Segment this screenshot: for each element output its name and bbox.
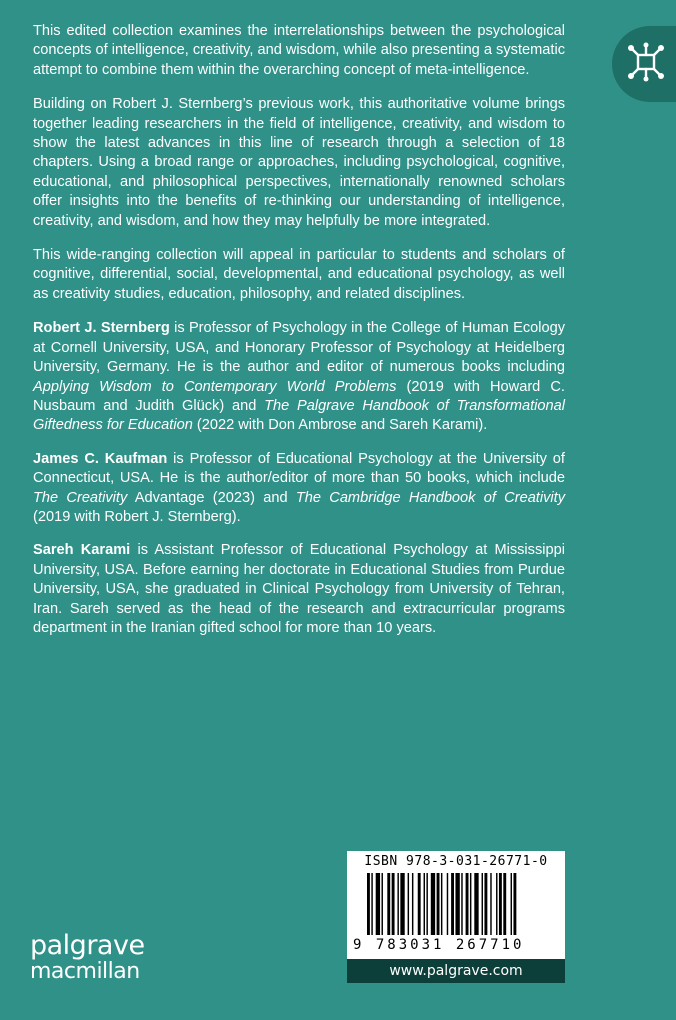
publisher-line-1: palgrave <box>30 930 145 961</box>
bio-text: Advantage (2023) and <box>127 489 296 506</box>
barcode-bar <box>466 873 469 935</box>
barcode-bar <box>455 873 459 935</box>
barcode-bar <box>408 873 409 935</box>
barcode-bar <box>382 873 383 935</box>
book-title: The Cambridge Handbook of Creativity <box>295 489 565 506</box>
barcode-bar <box>376 873 380 935</box>
barcode-bar <box>424 873 425 935</box>
barcode-bar <box>482 873 483 935</box>
isbn-label: ISBN 978-3-031-26771-0 <box>364 854 548 869</box>
book-title: Applying Wisdom to Contemporary World Problems <box>33 378 397 395</box>
barcode-bar <box>511 873 512 935</box>
author-name: Sareh Karami <box>33 542 131 559</box>
author-name: James C. Kaufman <box>33 450 168 467</box>
bio-text: (2022 with Don Ambrose and Sareh Karami). <box>192 417 488 434</box>
bio-kaufman <box>33 450 565 528</box>
description-paragraph-2: Building on Robert J. Sternberg’s previous work, this authoritative volume brings together leading researchers in the field of intelligence, creativity, and wisdom to show the latest advances in this line of research through a selection of 18 chapters. Using a broad range or approaches, including psychological, cognitive, educational, and philosophical perspectives, internationally renowned scholars offer insights into the benefits of re-thinking our understanding of intelligence, creativity, and wisdom, and how they may helpfully be more integrated. <box>33 96 565 229</box>
barcode-bar <box>392 873 395 935</box>
back-cover-text <box>33 22 565 652</box>
barcode-bar <box>496 873 497 935</box>
description-paragraph-1: This edited collection examines the interrelationships between the psychological concepts of intelligence, creativity, and wisdom, while also presenting a systematic attempt to combine them within the overarching concept of meta-intelligence. <box>33 23 565 78</box>
bio-text: (2019 with Robert J. Sternberg). <box>33 508 241 525</box>
barcode-digits: 9 783031 267710 <box>353 937 525 953</box>
palgrave-network-logo-icon <box>623 39 671 87</box>
isbn-barcode <box>347 851 565 959</box>
barcode-bar <box>503 873 506 935</box>
description-paragraph-3: This wide-ranging collection will appeal in particular to students and scholars of cognitive, differential, social, developmental, and educational psychology, as well as creativity studies, education, philosophy, and related disciplines. <box>33 247 565 302</box>
barcode-bar <box>437 873 440 935</box>
logo-tab <box>612 26 676 102</box>
barcode-bar <box>400 873 404 935</box>
barcode-bar <box>490 873 491 935</box>
barcode-bar <box>371 873 372 935</box>
barcode-bar <box>412 873 413 935</box>
publisher-website: www.palgrave.com <box>347 959 565 983</box>
bio-text: (2019 with Howard C. Nusbaum and Judith Glück) and <box>33 378 565 414</box>
barcode-bars <box>367 873 545 939</box>
book-title: The Creativity <box>33 489 128 506</box>
barcode-bar <box>513 873 516 935</box>
barcode-bar <box>387 873 390 935</box>
bio-text: is Professor of Educational Psychology at the University of Connecticut, USA. He is the author/editor of more than 50 books, which include <box>33 450 565 487</box>
book-title: The Palgrave Handbook of Transformational Giftedness for Education <box>33 397 565 434</box>
bio-karami <box>33 541 565 638</box>
bio-text: is Assistant Professor of Educational Psychology at Mississippi University, USA. Before earning her doctorate in Educational Studies from Purdue University, USA, she graduated in Clinical Psychology from University of Tehran, Iran. Sareh served as the head of the research and extracurricular programs department in the Iranian gifted school for more than 10 years. <box>33 542 565 636</box>
barcode-bar <box>470 873 471 935</box>
barcode-bar <box>461 873 462 935</box>
barcode-bar <box>431 873 435 935</box>
barcode-bar <box>441 873 442 935</box>
barcode-bar <box>418 873 421 935</box>
barcode-bar <box>499 873 502 935</box>
barcode-bar <box>447 873 448 935</box>
barcode-bar <box>484 873 487 935</box>
barcode-bar <box>451 873 454 935</box>
author-name: Robert J. Sternberg <box>33 320 170 337</box>
barcode-bar <box>367 873 370 935</box>
barcode-bar <box>426 873 427 935</box>
barcode-bar <box>474 873 478 935</box>
publisher-line-2: macmillan <box>30 959 140 984</box>
publisher-logo <box>30 932 145 984</box>
bio-sternberg <box>33 319 565 435</box>
bio-text: is Professor of Psychology in the College of Human Ecology at Cornell University, USA, and Honorary Professor of Psychology at Heidelberg University, Germany. He is the author and editor of numerous books including <box>33 320 566 376</box>
barcode-bar <box>397 873 398 935</box>
